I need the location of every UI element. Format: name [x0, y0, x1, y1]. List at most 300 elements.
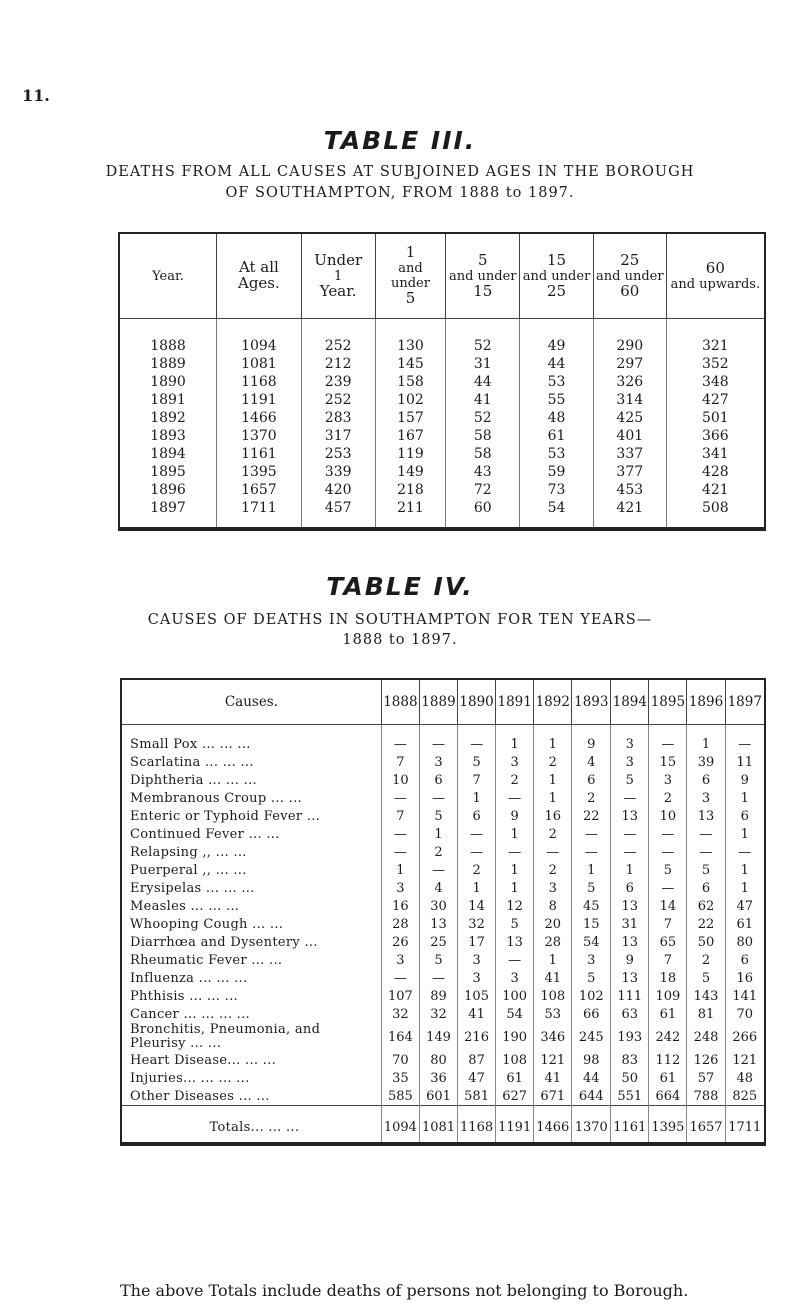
count-cell: 2: [534, 825, 572, 843]
count-cell: 585: [381, 1087, 419, 1106]
deaths-cell: 1466: [217, 409, 302, 427]
count-cell: —: [725, 843, 765, 861]
deaths-cell: 1657: [217, 481, 302, 499]
deaths-cell: 421: [666, 481, 765, 499]
total-cell: 1370: [572, 1106, 611, 1145]
deaths-cell: 212: [301, 355, 375, 373]
count-cell: 7: [458, 771, 496, 789]
count-cell: 16: [725, 969, 765, 987]
deaths-cell: 1191: [217, 391, 302, 409]
count-cell: 105: [458, 987, 496, 1005]
count-cell: 2: [687, 951, 725, 969]
count-cell: —: [611, 789, 649, 807]
count-cell: 1: [534, 725, 572, 754]
cause-label: Heart Disease... ... ...: [130, 1052, 277, 1068]
count-cell: —: [496, 843, 534, 861]
count-cell: 36: [419, 1069, 457, 1087]
page-number: 11.: [22, 86, 50, 105]
table-row: [121, 915, 765, 933]
count-cell: 6: [611, 879, 649, 897]
deaths-cell: 1711: [217, 499, 302, 529]
count-cell: —: [572, 825, 611, 843]
cause-label: Scarlatina ... ... ...: [130, 754, 254, 770]
deaths-cell: 317: [301, 427, 375, 445]
count-cell: —: [572, 843, 611, 861]
deaths-cell: 453: [593, 481, 666, 499]
count-cell: 1: [496, 725, 534, 754]
table-row: [119, 427, 765, 445]
deaths-cell: 73: [520, 481, 594, 499]
deaths-cell: 61: [520, 427, 594, 445]
deaths-cell: 58: [446, 445, 520, 463]
count-cell: 3: [572, 951, 611, 969]
count-cell: 10: [381, 771, 419, 789]
table-row: [121, 1051, 765, 1069]
count-cell: —: [687, 843, 725, 861]
deaths-cell: 31: [446, 355, 520, 373]
deaths-cell: 130: [375, 319, 446, 356]
count-cell: —: [381, 843, 419, 861]
deaths-cell: 1168: [217, 373, 302, 391]
deaths-cell: 501: [666, 409, 765, 427]
table-row: [121, 843, 765, 861]
deaths-cell: 72: [446, 481, 520, 499]
deaths-cell: 44: [520, 355, 594, 373]
count-cell: 1: [725, 825, 765, 843]
header-year-1888: 1888: [381, 679, 419, 725]
count-cell: 164: [381, 1023, 419, 1051]
count-cell: 11: [725, 753, 765, 771]
deaths-cell: 290: [593, 319, 666, 356]
deaths-cell: 58: [446, 427, 520, 445]
table-row: [121, 1087, 765, 1106]
count-cell: —: [381, 825, 419, 843]
count-cell: 107: [381, 987, 419, 1005]
deaths-cell: 377: [593, 463, 666, 481]
count-cell: 5: [687, 861, 725, 879]
table-row: [121, 969, 765, 987]
total-cell: 1094: [381, 1106, 419, 1145]
count-cell: 3: [611, 725, 649, 754]
count-cell: 9: [496, 807, 534, 825]
count-cell: 2: [534, 753, 572, 771]
table-row: [119, 373, 765, 391]
count-cell: 41: [458, 1005, 496, 1023]
deaths-cell: 1370: [217, 427, 302, 445]
count-cell: 44: [572, 1069, 611, 1087]
count-cell: —: [419, 725, 457, 754]
table-row: [119, 409, 765, 427]
count-cell: 109: [649, 987, 687, 1005]
count-cell: 13: [611, 933, 649, 951]
count-cell: 15: [572, 915, 611, 933]
count-cell: 28: [381, 915, 419, 933]
year-cell: 1890: [150, 374, 186, 390]
count-cell: 81: [687, 1005, 725, 1023]
count-cell: 664: [649, 1087, 687, 1106]
count-cell: —: [458, 725, 496, 754]
table-row: [121, 807, 765, 825]
table4-title: TABLE IV.: [326, 572, 474, 601]
count-cell: 31: [611, 915, 649, 933]
deaths-cell: 157: [375, 409, 446, 427]
deaths-cell: 253: [301, 445, 375, 463]
count-cell: 61: [496, 1069, 534, 1087]
count-cell: 9: [572, 725, 611, 754]
count-cell: 627: [496, 1087, 534, 1106]
count-cell: 47: [725, 897, 765, 915]
count-cell: 54: [496, 1005, 534, 1023]
count-cell: 62: [687, 897, 725, 915]
deaths-cell: 119: [375, 445, 446, 463]
count-cell: —: [687, 825, 725, 843]
count-cell: 6: [725, 951, 765, 969]
deaths-cell: 425: [593, 409, 666, 427]
count-cell: 10: [649, 807, 687, 825]
count-cell: 9: [725, 771, 765, 789]
year-cell: 1888: [150, 338, 186, 354]
count-cell: 18: [649, 969, 687, 987]
count-cell: 5: [419, 951, 457, 969]
count-cell: 25: [419, 933, 457, 951]
deaths-cell: 1081: [217, 355, 302, 373]
count-cell: 108: [534, 987, 572, 1005]
table-row: [121, 771, 765, 789]
count-cell: —: [725, 725, 765, 754]
table3-subtitle-line1: DEATHS FROM ALL CAUSES AT SUBJOINED AGES IN THE BOROUGH: [105, 164, 695, 180]
table-row: [121, 951, 765, 969]
count-cell: 15: [649, 753, 687, 771]
deaths-cell: 1395: [217, 463, 302, 481]
count-cell: 1: [611, 861, 649, 879]
table-row: [119, 499, 765, 529]
count-cell: 5: [572, 969, 611, 987]
table-row: [121, 861, 765, 879]
count-cell: 111: [611, 987, 649, 1005]
header-25-to-60: 25 and under 60: [593, 233, 666, 319]
count-cell: 1: [458, 879, 496, 897]
deaths-cell: 341: [666, 445, 765, 463]
count-cell: 13: [611, 969, 649, 987]
deaths-cell: 54: [520, 499, 594, 529]
deaths-cell: 59: [520, 463, 594, 481]
header-year-1897: 1897: [725, 679, 765, 725]
count-cell: 13: [496, 933, 534, 951]
count-cell: 13: [611, 807, 649, 825]
count-cell: 3: [611, 753, 649, 771]
deaths-cell: 297: [593, 355, 666, 373]
deaths-cell: 43: [446, 463, 520, 481]
table-row: [119, 319, 765, 356]
count-cell: 7: [381, 753, 419, 771]
year-cell: 1893: [150, 428, 186, 444]
cause-label: Enteric or Typhoid Fever ...: [130, 808, 321, 824]
count-cell: 143: [687, 987, 725, 1005]
count-cell: 54: [572, 933, 611, 951]
count-cell: 100: [496, 987, 534, 1005]
count-cell: 1: [725, 879, 765, 897]
deaths-cell: 339: [301, 463, 375, 481]
total-cell: 1711: [725, 1106, 765, 1145]
count-cell: 1: [458, 789, 496, 807]
deaths-cell: 52: [446, 409, 520, 427]
count-cell: 13: [611, 897, 649, 915]
deaths-cell: 1094: [217, 319, 302, 356]
total-cell: 1161: [611, 1106, 649, 1145]
count-cell: 17: [458, 933, 496, 951]
count-cell: 248: [687, 1023, 725, 1051]
deaths-cell: 314: [593, 391, 666, 409]
header-60-upwards: 60 and upwards.: [666, 233, 765, 319]
count-cell: 5: [687, 969, 725, 987]
count-cell: 83: [611, 1051, 649, 1069]
deaths-cell: 252: [301, 391, 375, 409]
count-cell: 80: [725, 933, 765, 951]
cause-label: Other Diseases ... ...: [130, 1088, 270, 1104]
header-1-to-5: 1 and under 5: [375, 233, 446, 319]
year-cell: 1894: [150, 446, 186, 462]
deaths-cell: 53: [520, 445, 594, 463]
count-cell: 30: [419, 897, 457, 915]
year-cell: 1895: [150, 464, 186, 480]
count-cell: 102: [572, 987, 611, 1005]
cause-label: Erysipelas ... ... ...: [130, 880, 255, 896]
count-cell: 3: [649, 771, 687, 789]
count-cell: —: [649, 879, 687, 897]
count-cell: 5: [572, 879, 611, 897]
count-cell: 2: [458, 861, 496, 879]
year-cell: 1889: [150, 356, 186, 372]
cause-label: Membranous Croup ... ...: [130, 790, 302, 806]
deaths-cell: 149: [375, 463, 446, 481]
count-cell: 9: [611, 951, 649, 969]
totals-note: The above Totals include deaths of persons not belonging to Borough.: [120, 1281, 689, 1300]
count-cell: 2: [419, 843, 457, 861]
deaths-cell: 326: [593, 373, 666, 391]
header-year-1892: 1892: [534, 679, 572, 725]
count-cell: 825: [725, 1087, 765, 1106]
count-cell: 45: [572, 897, 611, 915]
total-cell: 1466: [534, 1106, 572, 1145]
deaths-cell: 348: [666, 373, 765, 391]
count-cell: 53: [534, 1005, 572, 1023]
count-cell: 2: [496, 771, 534, 789]
count-cell: 3: [496, 969, 534, 987]
cause-label: Diphtheria ... ... ...: [130, 772, 257, 788]
count-cell: 7: [381, 807, 419, 825]
total-cell: 1168: [458, 1106, 496, 1145]
count-cell: 346: [534, 1023, 572, 1051]
count-cell: —: [458, 843, 496, 861]
count-cell: 14: [458, 897, 496, 915]
count-cell: —: [381, 789, 419, 807]
count-cell: 2: [534, 861, 572, 879]
count-cell: 28: [534, 933, 572, 951]
header-year-1894: 1894: [611, 679, 649, 725]
header-year-1893: 1893: [572, 679, 611, 725]
count-cell: 26: [381, 933, 419, 951]
total-cell: 1191: [496, 1106, 534, 1145]
count-cell: 1: [725, 789, 765, 807]
table-row: [119, 445, 765, 463]
count-cell: 89: [419, 987, 457, 1005]
count-cell: —: [381, 725, 419, 754]
table-row: [119, 481, 765, 499]
total-cell: 1395: [649, 1106, 687, 1145]
count-cell: 5: [649, 861, 687, 879]
header-year-1891: 1891: [496, 679, 534, 725]
count-cell: 6: [572, 771, 611, 789]
deaths-by-age-table: [118, 232, 766, 531]
header-15-to-25: 15 and under 25: [520, 233, 594, 319]
count-cell: 22: [687, 915, 725, 933]
count-cell: 6: [687, 879, 725, 897]
count-cell: 1: [496, 861, 534, 879]
deaths-cell: 1161: [217, 445, 302, 463]
count-cell: 12: [496, 897, 534, 915]
count-cell: 3: [458, 951, 496, 969]
count-cell: 61: [725, 915, 765, 933]
cause-label: Bronchitis, Pneumonia, and Pleurisy ... ...: [130, 1022, 321, 1051]
count-cell: 7: [649, 915, 687, 933]
table-row: [121, 789, 765, 807]
deaths-cell: 252: [301, 319, 375, 356]
deaths-cell: 508: [666, 499, 765, 529]
count-cell: 13: [687, 807, 725, 825]
count-cell: 61: [649, 1069, 687, 1087]
count-cell: 1: [496, 825, 534, 843]
deaths-cell: 366: [666, 427, 765, 445]
count-cell: —: [458, 825, 496, 843]
count-cell: 2: [572, 789, 611, 807]
header-under-1: Under 1 Year.: [301, 233, 375, 319]
count-cell: 193: [611, 1023, 649, 1051]
count-cell: 6: [458, 807, 496, 825]
count-cell: 41: [534, 969, 572, 987]
count-cell: —: [496, 789, 534, 807]
count-cell: —: [419, 861, 457, 879]
cause-label: Whooping Cough ... ...: [130, 916, 284, 932]
count-cell: 551: [611, 1087, 649, 1106]
count-cell: 50: [687, 933, 725, 951]
table-row: [121, 753, 765, 771]
deaths-cell: 218: [375, 481, 446, 499]
table-row: [121, 987, 765, 1005]
deaths-cell: 401: [593, 427, 666, 445]
count-cell: 581: [458, 1087, 496, 1106]
header-all-ages: At all Ages.: [217, 233, 302, 319]
header-year-1896: 1896: [687, 679, 725, 725]
count-cell: 87: [458, 1051, 496, 1069]
count-cell: 5: [496, 915, 534, 933]
count-cell: 6: [419, 771, 457, 789]
deaths-cell: 428: [666, 463, 765, 481]
cause-label: Relapsing ,, ... ...: [130, 844, 247, 860]
count-cell: 65: [649, 933, 687, 951]
count-cell: —: [419, 969, 457, 987]
count-cell: 601: [419, 1087, 457, 1106]
count-cell: 13: [419, 915, 457, 933]
count-cell: 242: [649, 1023, 687, 1051]
cause-label: Diarrhœa and Dysentery ...: [130, 934, 318, 950]
table3-subtitle-line2: OF SOUTHAMPTON, FROM 1888 to 1897.: [225, 185, 575, 201]
deaths-cell: 337: [593, 445, 666, 463]
table-row: [121, 1005, 765, 1023]
count-cell: 50: [611, 1069, 649, 1087]
deaths-cell: 44: [446, 373, 520, 391]
count-cell: 35: [381, 1069, 419, 1087]
count-cell: 32: [458, 915, 496, 933]
count-cell: 16: [534, 807, 572, 825]
causes-of-death-table: [120, 678, 766, 1146]
table-row: [119, 463, 765, 481]
table-row: [121, 879, 765, 897]
count-cell: 3: [496, 753, 534, 771]
count-cell: —: [611, 843, 649, 861]
header-year-1890: 1890: [458, 679, 496, 725]
count-cell: 41: [534, 1069, 572, 1087]
deaths-cell: 421: [593, 499, 666, 529]
deaths-cell: 283: [301, 409, 375, 427]
deaths-cell: 41: [446, 391, 520, 409]
year-cell: 1891: [150, 392, 186, 408]
count-cell: 5: [458, 753, 496, 771]
count-cell: 5: [611, 771, 649, 789]
count-cell: 108: [496, 1051, 534, 1069]
cause-label: Cancer ... ... ... ...: [130, 1006, 250, 1022]
deaths-cell: 321: [666, 319, 765, 356]
count-cell: 4: [572, 753, 611, 771]
count-cell: 98: [572, 1051, 611, 1069]
deaths-cell: 420: [301, 481, 375, 499]
deaths-cell: 211: [375, 499, 446, 529]
table3-title: TABLE III.: [323, 126, 477, 155]
count-cell: 1: [534, 951, 572, 969]
count-cell: —: [419, 789, 457, 807]
count-cell: 1: [496, 879, 534, 897]
table-row: [121, 897, 765, 915]
count-cell: 4: [419, 879, 457, 897]
header-year-1895: 1895: [649, 679, 687, 725]
table-row: [121, 1069, 765, 1087]
count-cell: 216: [458, 1023, 496, 1051]
cause-label: Continued Fever ... ...: [130, 826, 280, 842]
count-cell: 57: [687, 1069, 725, 1087]
totals-row: [121, 1106, 765, 1145]
deaths-cell: 52: [446, 319, 520, 356]
deaths-cell: 427: [666, 391, 765, 409]
deaths-cell: 145: [375, 355, 446, 373]
count-cell: 16: [381, 897, 419, 915]
count-cell: 70: [381, 1051, 419, 1069]
count-cell: 3: [381, 879, 419, 897]
count-cell: 5: [419, 807, 457, 825]
deaths-cell: 60: [446, 499, 520, 529]
total-cell: 1657: [687, 1106, 725, 1145]
table-row: [121, 933, 765, 951]
count-cell: 1: [725, 861, 765, 879]
count-cell: 47: [458, 1069, 496, 1087]
count-cell: 61: [649, 1005, 687, 1023]
deaths-cell: 53: [520, 373, 594, 391]
count-cell: 1: [381, 861, 419, 879]
table-row: [121, 825, 765, 843]
count-cell: 6: [725, 807, 765, 825]
count-cell: 70: [725, 1005, 765, 1023]
table-row: [121, 1023, 765, 1051]
count-cell: 1: [572, 861, 611, 879]
header-year: Year.: [119, 233, 217, 319]
